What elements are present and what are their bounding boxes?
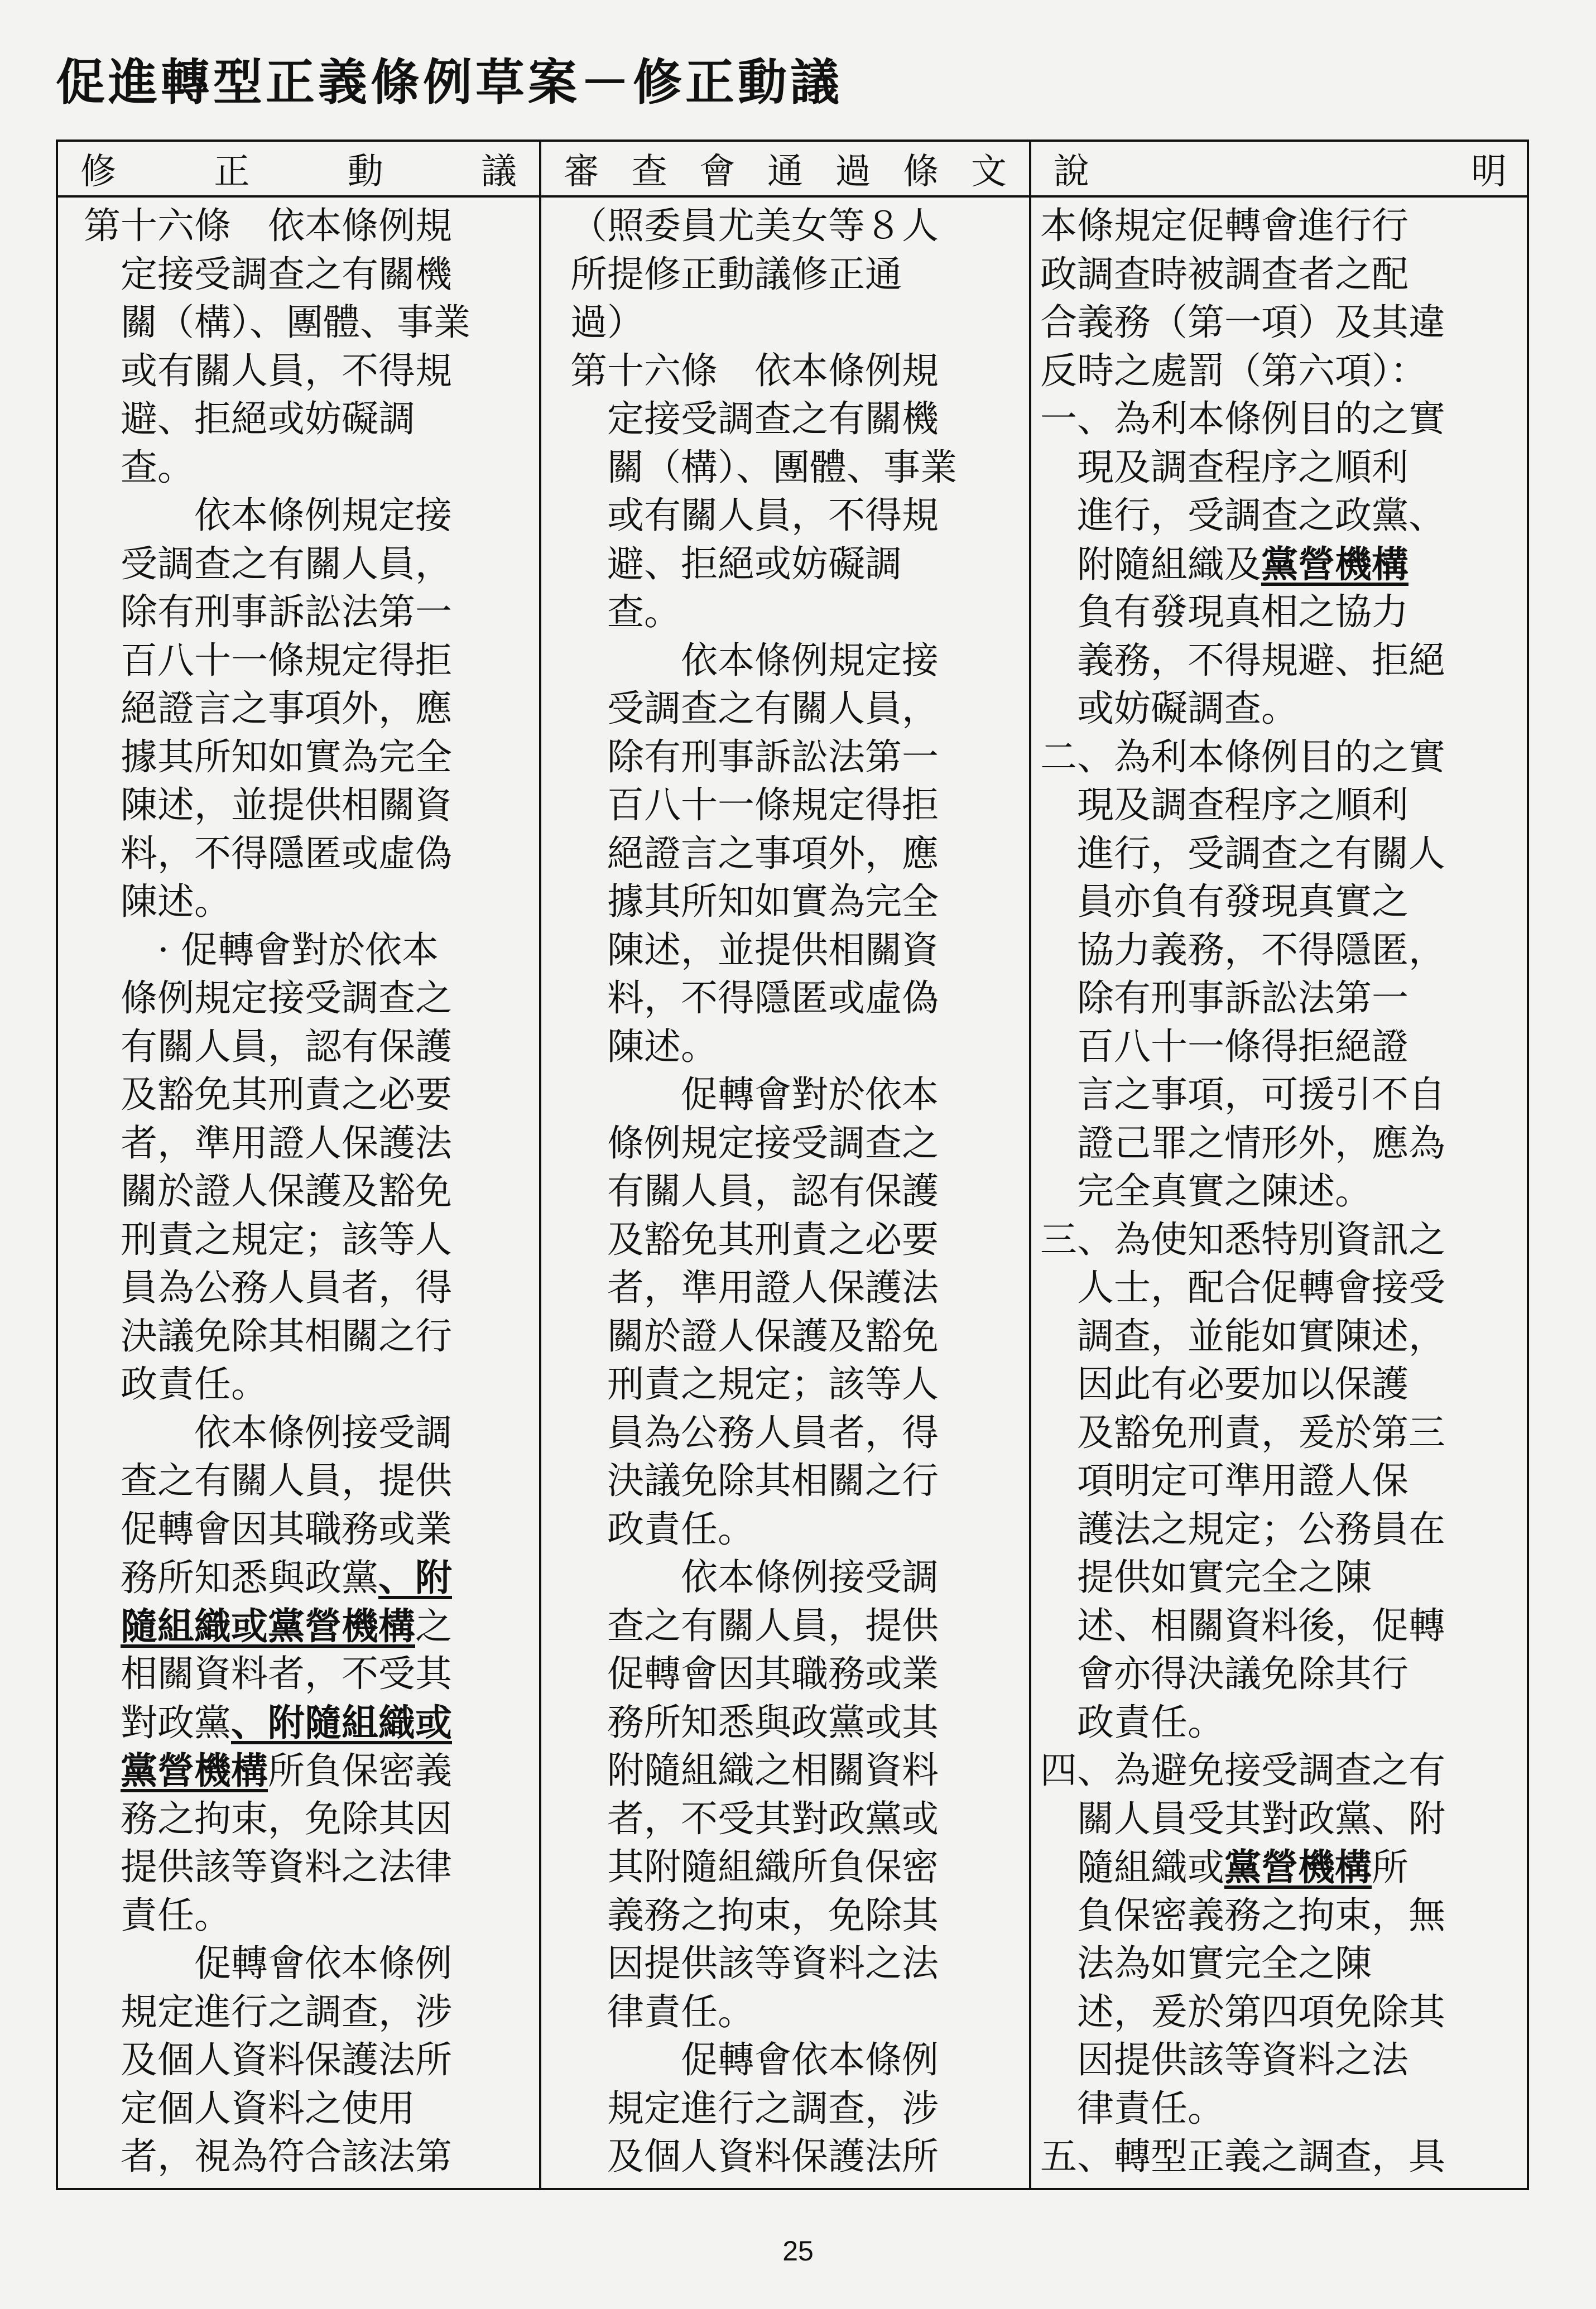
text-line <box>1040 1843 1445 1892</box>
line-text: 條例規定接受調查之 <box>607 1121 939 1165</box>
header-char: 查 <box>631 151 667 193</box>
line-text: （照委員尤美女等８人 <box>570 204 939 247</box>
line-text: 除有刑事訴訟法第一 <box>607 735 939 778</box>
text-line <box>1040 1312 1445 1361</box>
text-line <box>570 1553 957 1602</box>
line-text: 義務，不得規避、拒絕 <box>1077 638 1445 682</box>
line-text: 政調查時被調查者之配 <box>1040 252 1408 296</box>
line-text: 法為如實完全之陳 <box>1077 1942 1372 1985</box>
text-line <box>84 830 470 878</box>
line-text: 務所知悉與政黨 <box>121 1556 378 1599</box>
header-char: 動 <box>347 151 383 193</box>
amended-text: 黨營機構 <box>1224 1845 1372 1889</box>
text-line <box>1040 1940 1445 1988</box>
text-line <box>570 1360 957 1409</box>
text-line <box>84 1892 470 1940</box>
line-text-tail: 所負保密義 <box>268 1749 452 1792</box>
line-text: 定接受調查之有關機 <box>121 252 452 296</box>
text-line <box>84 1312 470 1361</box>
text-line <box>84 1023 470 1071</box>
line-text: 四、為避免接受調查之有 <box>1040 1749 1445 1792</box>
text-line <box>570 1119 957 1168</box>
text-line <box>1040 1071 1445 1119</box>
text-line <box>570 878 957 926</box>
text-line <box>570 926 957 975</box>
line-text: 三、為使知悉特別資訊之 <box>1040 1218 1445 1261</box>
line-text: 有關人員，認有保護 <box>607 1170 939 1213</box>
text-line <box>1040 2085 1445 2133</box>
line-text: 據其所知如實為完全 <box>607 880 939 923</box>
text-line <box>84 1409 470 1457</box>
text-line <box>84 926 470 975</box>
line-text: 務所知悉與政黨或其 <box>607 1700 939 1744</box>
text-line <box>1040 781 1445 830</box>
line-text: 百八十一條規定得拒 <box>121 638 452 682</box>
text-line <box>570 1650 957 1699</box>
line-text: 關（構）、團體、事業 <box>121 301 470 344</box>
line-text: 決議免除其相關之行 <box>121 1314 452 1358</box>
text-line <box>570 1409 957 1457</box>
text-line <box>1040 347 1445 396</box>
line-text: 五、轉型正義之調查，具 <box>1040 2135 1445 2178</box>
text-line <box>84 1360 470 1409</box>
text-line <box>1040 395 1445 444</box>
line-text: 或妨礙調查。 <box>1077 687 1298 730</box>
line-text: 除有刑事訴訟法第一 <box>1077 976 1408 1019</box>
line-text-tail: 之 <box>415 1604 452 1648</box>
amended-text: 、附 <box>378 1556 452 1599</box>
text-line <box>570 1505 957 1554</box>
line-text: 陳述。 <box>121 880 231 923</box>
line-text: 政責任。 <box>1077 1700 1224 1744</box>
text-line <box>570 1747 957 1795</box>
text-line <box>84 1795 470 1844</box>
line-text: 及個人資料保護法所 <box>607 2135 939 2178</box>
line-text: 者，準用證人保護法 <box>121 1121 452 1165</box>
text-line <box>570 1023 957 1071</box>
text-line <box>84 878 470 926</box>
text-line <box>570 1312 957 1361</box>
text-line <box>84 202 470 251</box>
line-text: 陳述，並提供相關資 <box>121 783 452 826</box>
text-line <box>570 637 957 685</box>
line-text: 刑責之規定；該等人 <box>121 1218 452 1261</box>
line-text: 或有關人員，不得規 <box>121 349 452 392</box>
text-line <box>84 1650 470 1699</box>
header-char: 議 <box>480 151 517 193</box>
line-text: 依本條例接受調 <box>681 1556 939 1599</box>
text-line <box>1040 1216 1445 1264</box>
text-line <box>1040 1409 1445 1457</box>
text-line <box>570 251 957 299</box>
line-text: 及豁免刑責，爰於第三 <box>1077 1411 1445 1454</box>
line-text: 者，準用證人保護法 <box>607 1266 939 1309</box>
line-text: 依本條例規定接 <box>681 638 939 682</box>
page-number: 25 <box>782 2235 814 2267</box>
line-text: 查。 <box>121 445 194 489</box>
line-text: 或有關人員，不得規 <box>607 494 939 537</box>
line-text: 律責任。 <box>607 1990 754 2033</box>
line-text: 關（構）、團體、事業 <box>607 445 957 489</box>
line-text: 陳述。 <box>607 1024 718 1068</box>
line-text: 言之事項，可援引不自 <box>1077 1073 1445 1116</box>
text-line <box>84 347 470 396</box>
line-text: 促轉會對於依本 <box>681 1073 939 1116</box>
text-line <box>570 1602 957 1651</box>
line-text: 隨組織或 <box>1077 1846 1224 1889</box>
text-line <box>84 2036 470 2085</box>
text-line <box>1040 685 1445 733</box>
text-line <box>1040 540 1445 589</box>
amended-text: 、附隨組織或 <box>231 1700 452 1744</box>
amended-text: 黨營機構 <box>121 1749 268 1792</box>
text-line <box>1040 926 1445 975</box>
line-text: 及豁免其刑責之必要 <box>607 1218 939 1261</box>
text-line <box>570 2036 957 2085</box>
text-line <box>1040 1553 1445 1602</box>
text-line <box>570 347 957 396</box>
text-line <box>570 1795 957 1844</box>
line-text: 提供如實完全之陳 <box>1077 1556 1372 1599</box>
text-line <box>84 444 470 492</box>
text-line <box>570 733 957 782</box>
line-text: 者，視為符合該法第 <box>121 2135 452 2178</box>
text-line <box>84 1747 470 1795</box>
amended-text: 隨組織或黨營機構 <box>121 1604 415 1648</box>
amended-text: 黨營機構 <box>1261 542 1408 586</box>
line-text: 定個人資料之使用 <box>121 2086 415 2130</box>
text-line <box>1040 1457 1445 1505</box>
line-text: 因提供該等資料之法 <box>1077 2038 1408 2081</box>
line-text: 規定進行之調查，涉 <box>121 1990 452 2033</box>
line-text: 陳述，並提供相關資 <box>607 928 939 971</box>
text-line <box>570 299 957 347</box>
text-line <box>84 1699 470 1747</box>
line-text: 進行，受調查之政黨、 <box>1077 494 1445 537</box>
line-text: 刑責之規定；該等人 <box>607 1363 939 1406</box>
line-text: 政責任。 <box>607 1507 754 1551</box>
text-line <box>84 1843 470 1892</box>
text-line <box>1040 830 1445 878</box>
line-text: 人士，配合促轉會接受 <box>1077 1266 1445 1309</box>
text-line <box>84 1505 470 1554</box>
line-text: 關於證人保護及豁免 <box>607 1314 939 1358</box>
line-text: 第十六條 依本條例規 <box>84 204 452 247</box>
line-text: 二、為利本條例目的之實 <box>1040 735 1445 778</box>
text-line <box>84 1602 470 1651</box>
header-char: 明 <box>1471 151 1507 193</box>
line-text: 百八十一條得拒絕證 <box>1077 1024 1408 1068</box>
line-text: 會亦得決議免除其行 <box>1077 1652 1408 1695</box>
text-line <box>570 1167 957 1216</box>
line-text: 義務之拘束，免除其 <box>607 1893 939 1937</box>
text-line <box>1040 1650 1445 1699</box>
text-line <box>84 733 470 782</box>
line-text: 反時之處罰（第六項）： <box>1040 349 1427 392</box>
text-line <box>570 974 957 1023</box>
header-committee-text <box>541 142 1029 195</box>
text-line <box>1040 637 1445 685</box>
line-text: 第十六條 依本條例規 <box>570 349 939 392</box>
text-line <box>84 974 470 1023</box>
text-line <box>570 1988 957 2037</box>
line-text: 相關資料者，不受其 <box>121 1652 452 1695</box>
text-line <box>1040 1119 1445 1168</box>
text-line <box>84 781 470 830</box>
line-text: 受調查之有關人員， <box>607 687 939 730</box>
text-line <box>84 588 470 637</box>
line-text: 合義務（第一項）及其違 <box>1040 301 1445 344</box>
text-line <box>1040 733 1445 782</box>
text-line <box>570 202 957 251</box>
text-line <box>84 540 470 589</box>
line-text: 促轉會因其職務或業 <box>121 1507 452 1551</box>
line-text: 規定進行之調查，涉 <box>607 2086 939 2130</box>
line-text: 證己罪之情形外，應為 <box>1077 1121 1445 1165</box>
text-line <box>1040 444 1445 492</box>
text-line <box>1040 1795 1445 1844</box>
line-text: · 促轉會對於依本 <box>157 928 439 971</box>
amendment-motion-column <box>84 202 470 2181</box>
header-divider <box>58 195 1527 198</box>
text-line <box>84 1940 470 1988</box>
text-line <box>570 685 957 733</box>
text-line <box>570 1216 957 1264</box>
text-line <box>1040 974 1445 1023</box>
committee-text-column <box>570 202 957 2181</box>
line-text: 務之拘束，免除其因 <box>121 1797 452 1840</box>
text-line <box>1040 251 1445 299</box>
line-text: 絕證言之事項外，應 <box>607 831 939 875</box>
text-line <box>570 1457 957 1505</box>
line-text: 現及調查程序之順利 <box>1077 783 1408 826</box>
line-text: 避、拒絕或妨礙調 <box>121 397 415 440</box>
line-text: 受調查之有關人員， <box>121 542 452 585</box>
text-line <box>1040 1747 1445 1795</box>
line-text: 責任。 <box>121 1893 231 1937</box>
text-line <box>570 2085 957 2133</box>
text-line <box>1040 878 1445 926</box>
text-line <box>1040 1167 1445 1216</box>
text-line <box>570 395 957 444</box>
text-line <box>1040 1988 1445 2037</box>
line-text: 協力義務，不得隱匿， <box>1077 928 1445 971</box>
line-text: 一、為利本條例目的之實 <box>1040 397 1445 440</box>
text-line <box>570 1264 957 1312</box>
line-text: 負保密義務之拘束，無 <box>1077 1893 1445 1937</box>
line-text: 對政黨 <box>121 1701 231 1744</box>
line-text: 所提修正動議修正通 <box>570 252 902 296</box>
text-line <box>1040 1892 1445 1940</box>
text-line <box>84 1264 470 1312</box>
text-line <box>84 395 470 444</box>
text-line <box>570 1071 957 1119</box>
line-text: 員亦負有發現真實之 <box>1077 880 1408 923</box>
line-text: 除有刑事訴訟法第一 <box>121 590 452 633</box>
header-char: 正 <box>214 151 250 193</box>
line-text: 附隨組織及 <box>1077 542 1261 586</box>
line-text: 有關人員，認有保護 <box>121 1024 452 1068</box>
text-line <box>1040 492 1445 540</box>
line-text: 及個人資料保護法所 <box>121 2038 452 2081</box>
text-line <box>570 1843 957 1892</box>
line-text: 定接受調查之有關機 <box>607 397 939 440</box>
line-text: 現及調查程序之順利 <box>1077 445 1408 489</box>
text-line <box>1040 2036 1445 2085</box>
line-text: 關於證人保護及豁免 <box>121 1170 452 1213</box>
text-line <box>570 540 957 589</box>
text-line <box>84 1071 470 1119</box>
line-text: 料，不得隱匿或虛偽 <box>121 831 452 875</box>
line-text: 絕證言之事項外，應 <box>121 687 452 730</box>
header-char: 文 <box>970 151 1007 193</box>
line-text: 其附隨組織所負保密 <box>607 1845 939 1888</box>
header-char: 修 <box>80 151 116 193</box>
line-text: 決議免除其相關之行 <box>607 1459 939 1502</box>
line-text: 促轉會依本條例 <box>681 2038 939 2081</box>
text-line <box>84 251 470 299</box>
line-text: 因此有必要加以保護 <box>1077 1363 1408 1406</box>
text-line <box>1040 1699 1445 1747</box>
line-text: 料，不得隱匿或虛偽 <box>607 976 939 1019</box>
line-text: 進行，受調查之有關人 <box>1077 831 1445 875</box>
line-text: 依本條例規定接 <box>194 494 452 537</box>
header-char: 過 <box>835 151 871 193</box>
line-text: 律責任。 <box>1077 2086 1224 2130</box>
line-text: 員為公務人員者，得 <box>607 1411 939 1454</box>
line-text-tail: 所 <box>1372 1846 1408 1889</box>
line-text: 據其所知如實為完全 <box>121 735 452 778</box>
line-text: 本條規定促轉會進行行 <box>1040 204 1408 247</box>
line-text: 員為公務人員者，得 <box>121 1266 452 1309</box>
text-line <box>84 1988 470 2037</box>
line-text: 述，爰於第四項免除其 <box>1077 1990 1445 2033</box>
text-line <box>1040 1264 1445 1312</box>
line-text: 附隨組織之相關資料 <box>607 1749 939 1792</box>
line-text: 負有發現真相之協力 <box>1077 590 1408 633</box>
line-text: 查之有關人員，提供 <box>121 1459 452 1502</box>
explanation-column <box>1040 202 1445 2181</box>
line-text: 提供該等資料之法律 <box>121 1845 452 1888</box>
text-line <box>570 444 957 492</box>
text-line <box>1040 1602 1445 1651</box>
text-line <box>1040 588 1445 637</box>
line-text: 查之有關人員，提供 <box>607 1604 939 1647</box>
text-line <box>1040 1023 1445 1071</box>
line-text: 查。 <box>607 590 681 633</box>
header-char: 條 <box>903 151 939 193</box>
text-line <box>570 2133 957 2181</box>
header-char: 通 <box>767 151 803 193</box>
line-text: 項明定可準用證人保 <box>1077 1459 1408 1502</box>
text-line <box>570 781 957 830</box>
text-line <box>84 2085 470 2133</box>
text-line <box>84 637 470 685</box>
line-text: 促轉會依本條例 <box>194 1942 452 1985</box>
line-text: 避、拒絕或妨礙調 <box>607 542 902 585</box>
text-line <box>84 1167 470 1216</box>
text-line <box>1040 202 1445 251</box>
text-line <box>570 1892 957 1940</box>
text-line <box>84 299 470 347</box>
text-line <box>84 1119 470 1168</box>
text-line <box>84 2133 470 2181</box>
line-text: 依本條例接受調 <box>194 1411 452 1454</box>
line-text: 述、相關資料後，促轉 <box>1077 1604 1445 1647</box>
header-explanation <box>1031 142 1529 195</box>
line-text: 護法之規定；公務員在 <box>1077 1507 1445 1551</box>
line-text: 者，不受其對政黨或 <box>607 1797 939 1840</box>
text-line <box>84 1216 470 1264</box>
header-char: 會 <box>699 151 735 193</box>
page-title: 促進轉型正義條例草案－修正動議 <box>56 53 843 111</box>
line-text: 關人員受其對政黨、附 <box>1077 1797 1445 1840</box>
text-line <box>84 1553 470 1602</box>
text-line <box>84 685 470 733</box>
text-line <box>1040 1360 1445 1409</box>
text-line <box>570 830 957 878</box>
text-line <box>570 588 957 637</box>
header-amendment-motion <box>58 142 539 195</box>
line-text: 百八十一條規定得拒 <box>607 783 939 826</box>
text-line <box>84 492 470 540</box>
column-divider <box>539 142 541 2188</box>
text-line <box>1040 2133 1445 2181</box>
line-text: 過） <box>570 301 644 344</box>
line-text: 因提供該等資料之法 <box>607 1942 939 1985</box>
line-text: 調查，並能如實陳述， <box>1077 1314 1445 1358</box>
text-line <box>570 492 957 540</box>
line-text: 及豁免其刑責之必要 <box>121 1073 452 1116</box>
line-text: 完全真實之陳述。 <box>1077 1170 1372 1213</box>
line-text: 條例規定接受調查之 <box>121 976 452 1019</box>
header-char: 說 <box>1054 151 1089 193</box>
text-line <box>1040 1505 1445 1554</box>
text-line <box>1040 299 1445 347</box>
text-line <box>570 1699 957 1747</box>
header-char: 審 <box>564 151 599 193</box>
text-line <box>84 1457 470 1505</box>
text-line <box>570 1940 957 1988</box>
column-divider <box>1029 142 1031 2188</box>
line-text: 政責任。 <box>121 1363 268 1406</box>
line-text: 促轉會因其職務或業 <box>607 1652 939 1695</box>
comparison-table <box>56 139 1529 2190</box>
